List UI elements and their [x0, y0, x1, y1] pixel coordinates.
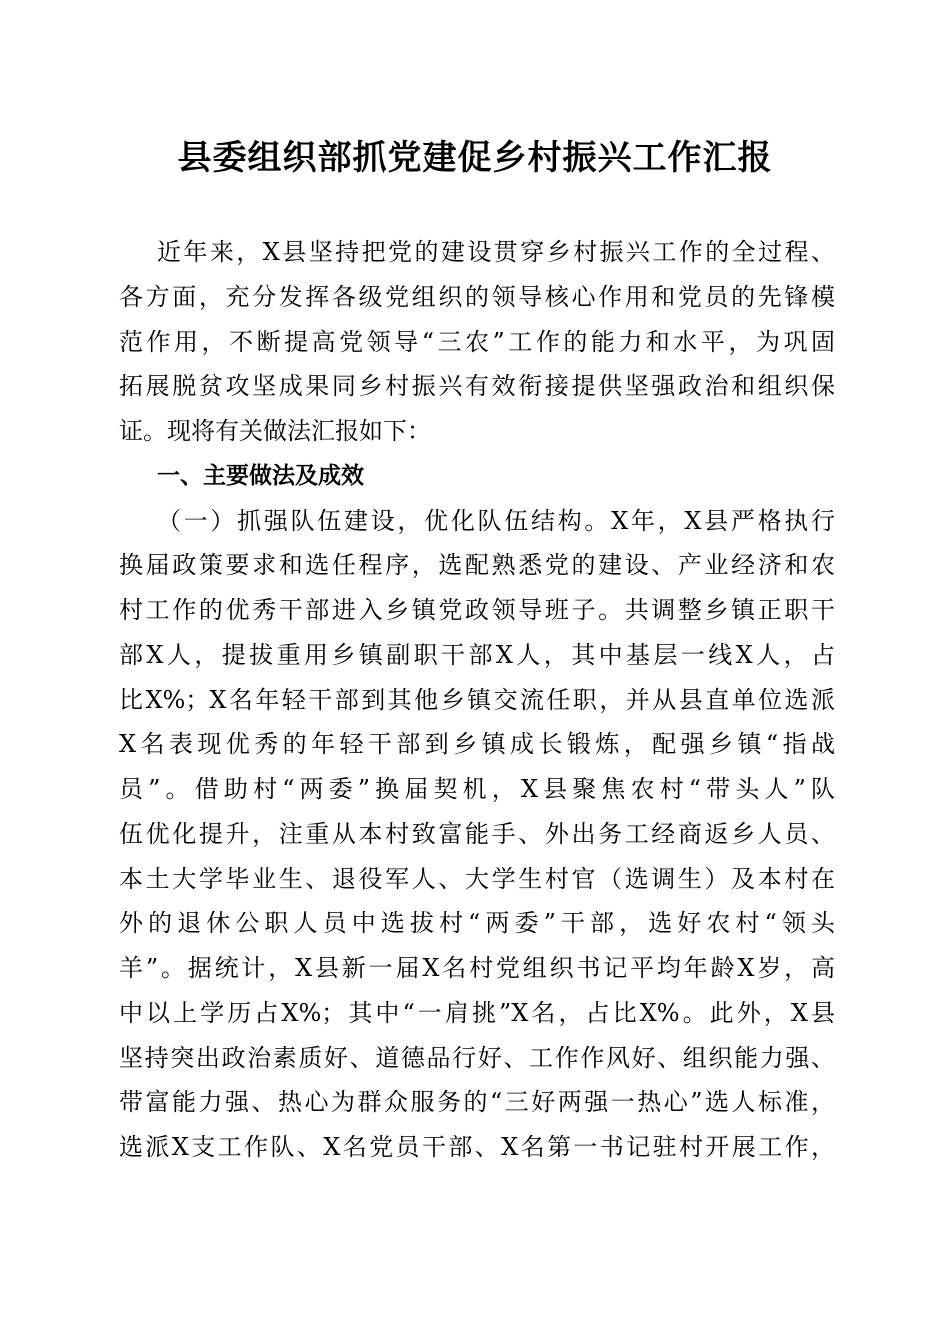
- paragraph-line: 选派X支工作队、X名党员干部、X名第一书记驻村开展工作，: [119, 1133, 835, 1161]
- paragraph-line: 部X人，提拔重用乡镇副职干部X人，其中基层一线X人，占: [119, 640, 835, 669]
- paragraph-line: 中以上学历占X%；其中“一肩挑”X名，占比X%。此外，X县: [119, 998, 835, 1027]
- paragraph-line: 坚持突出政治素质好、道德品行好、工作作风好、组织能力强、: [119, 1043, 835, 1072]
- paragraph-line: 各方面，充分发挥各级党组织的领导核心作用和党员的先锋模: [119, 282, 835, 311]
- paragraph-line: 拓展脱贫攻坚成果同乡村振兴有效衔接提供坚强政治和组织保: [119, 372, 835, 401]
- paragraph-line: X名表现优秀的年轻干部到乡镇成长锻炼，配强乡镇“指战: [119, 730, 835, 759]
- paragraph-line: 羊”。据统计，X县新一届X名村党组织书记平均年龄X岁，高: [119, 954, 835, 982]
- paragraph-line: 员”。借助村“两委”换届契机，X县聚焦农村“带头人”队: [119, 775, 835, 803]
- paragraph-line: 证。现将有关做法汇报如下：: [119, 417, 431, 445]
- paragraph-line: 换届政策要求和选任程序，选配熟悉党的建设、产业经济和农: [119, 551, 835, 580]
- paragraph-line: 范作用，不断提高党领导“三农”工作的能力和水平，为巩固: [119, 327, 835, 356]
- paragraph-line: 近年来，X县坚持把党的建设贯穿乡村振兴工作的全过程、: [157, 238, 835, 266]
- section-heading: 一、主要做法及成效: [157, 462, 364, 489]
- document-body: [119, 230, 835, 1170]
- paragraph-line: 比X%；X名年轻干部到其他乡镇交流任职，并从县直单位选派: [119, 685, 835, 714]
- paragraph-line: 外的退休公职人员中选拔村“两委”干部，选好农村“领头: [119, 909, 835, 938]
- paragraph-line: 村工作的优秀干部进入乡镇党政领导班子。共调整乡镇正职干: [119, 596, 835, 624]
- paragraph-line: 伍优化提升，注重从本村致富能手、外出务工经商返乡人员、: [119, 819, 835, 848]
- paragraph-line: 带富能力强、热心为群众服务的“三好两强一热心”选人标准，: [119, 1088, 835, 1117]
- document-title: 县委组织部抓党建促乡村振兴工作汇报: [177, 138, 773, 178]
- paragraph-line: （一）抓强队伍建设，优化队伍结构。X年，X县严格执行: [157, 506, 835, 535]
- paragraph-line: 本土大学毕业生、退役军人、大学生村官（选调生）及本村在: [119, 864, 835, 893]
